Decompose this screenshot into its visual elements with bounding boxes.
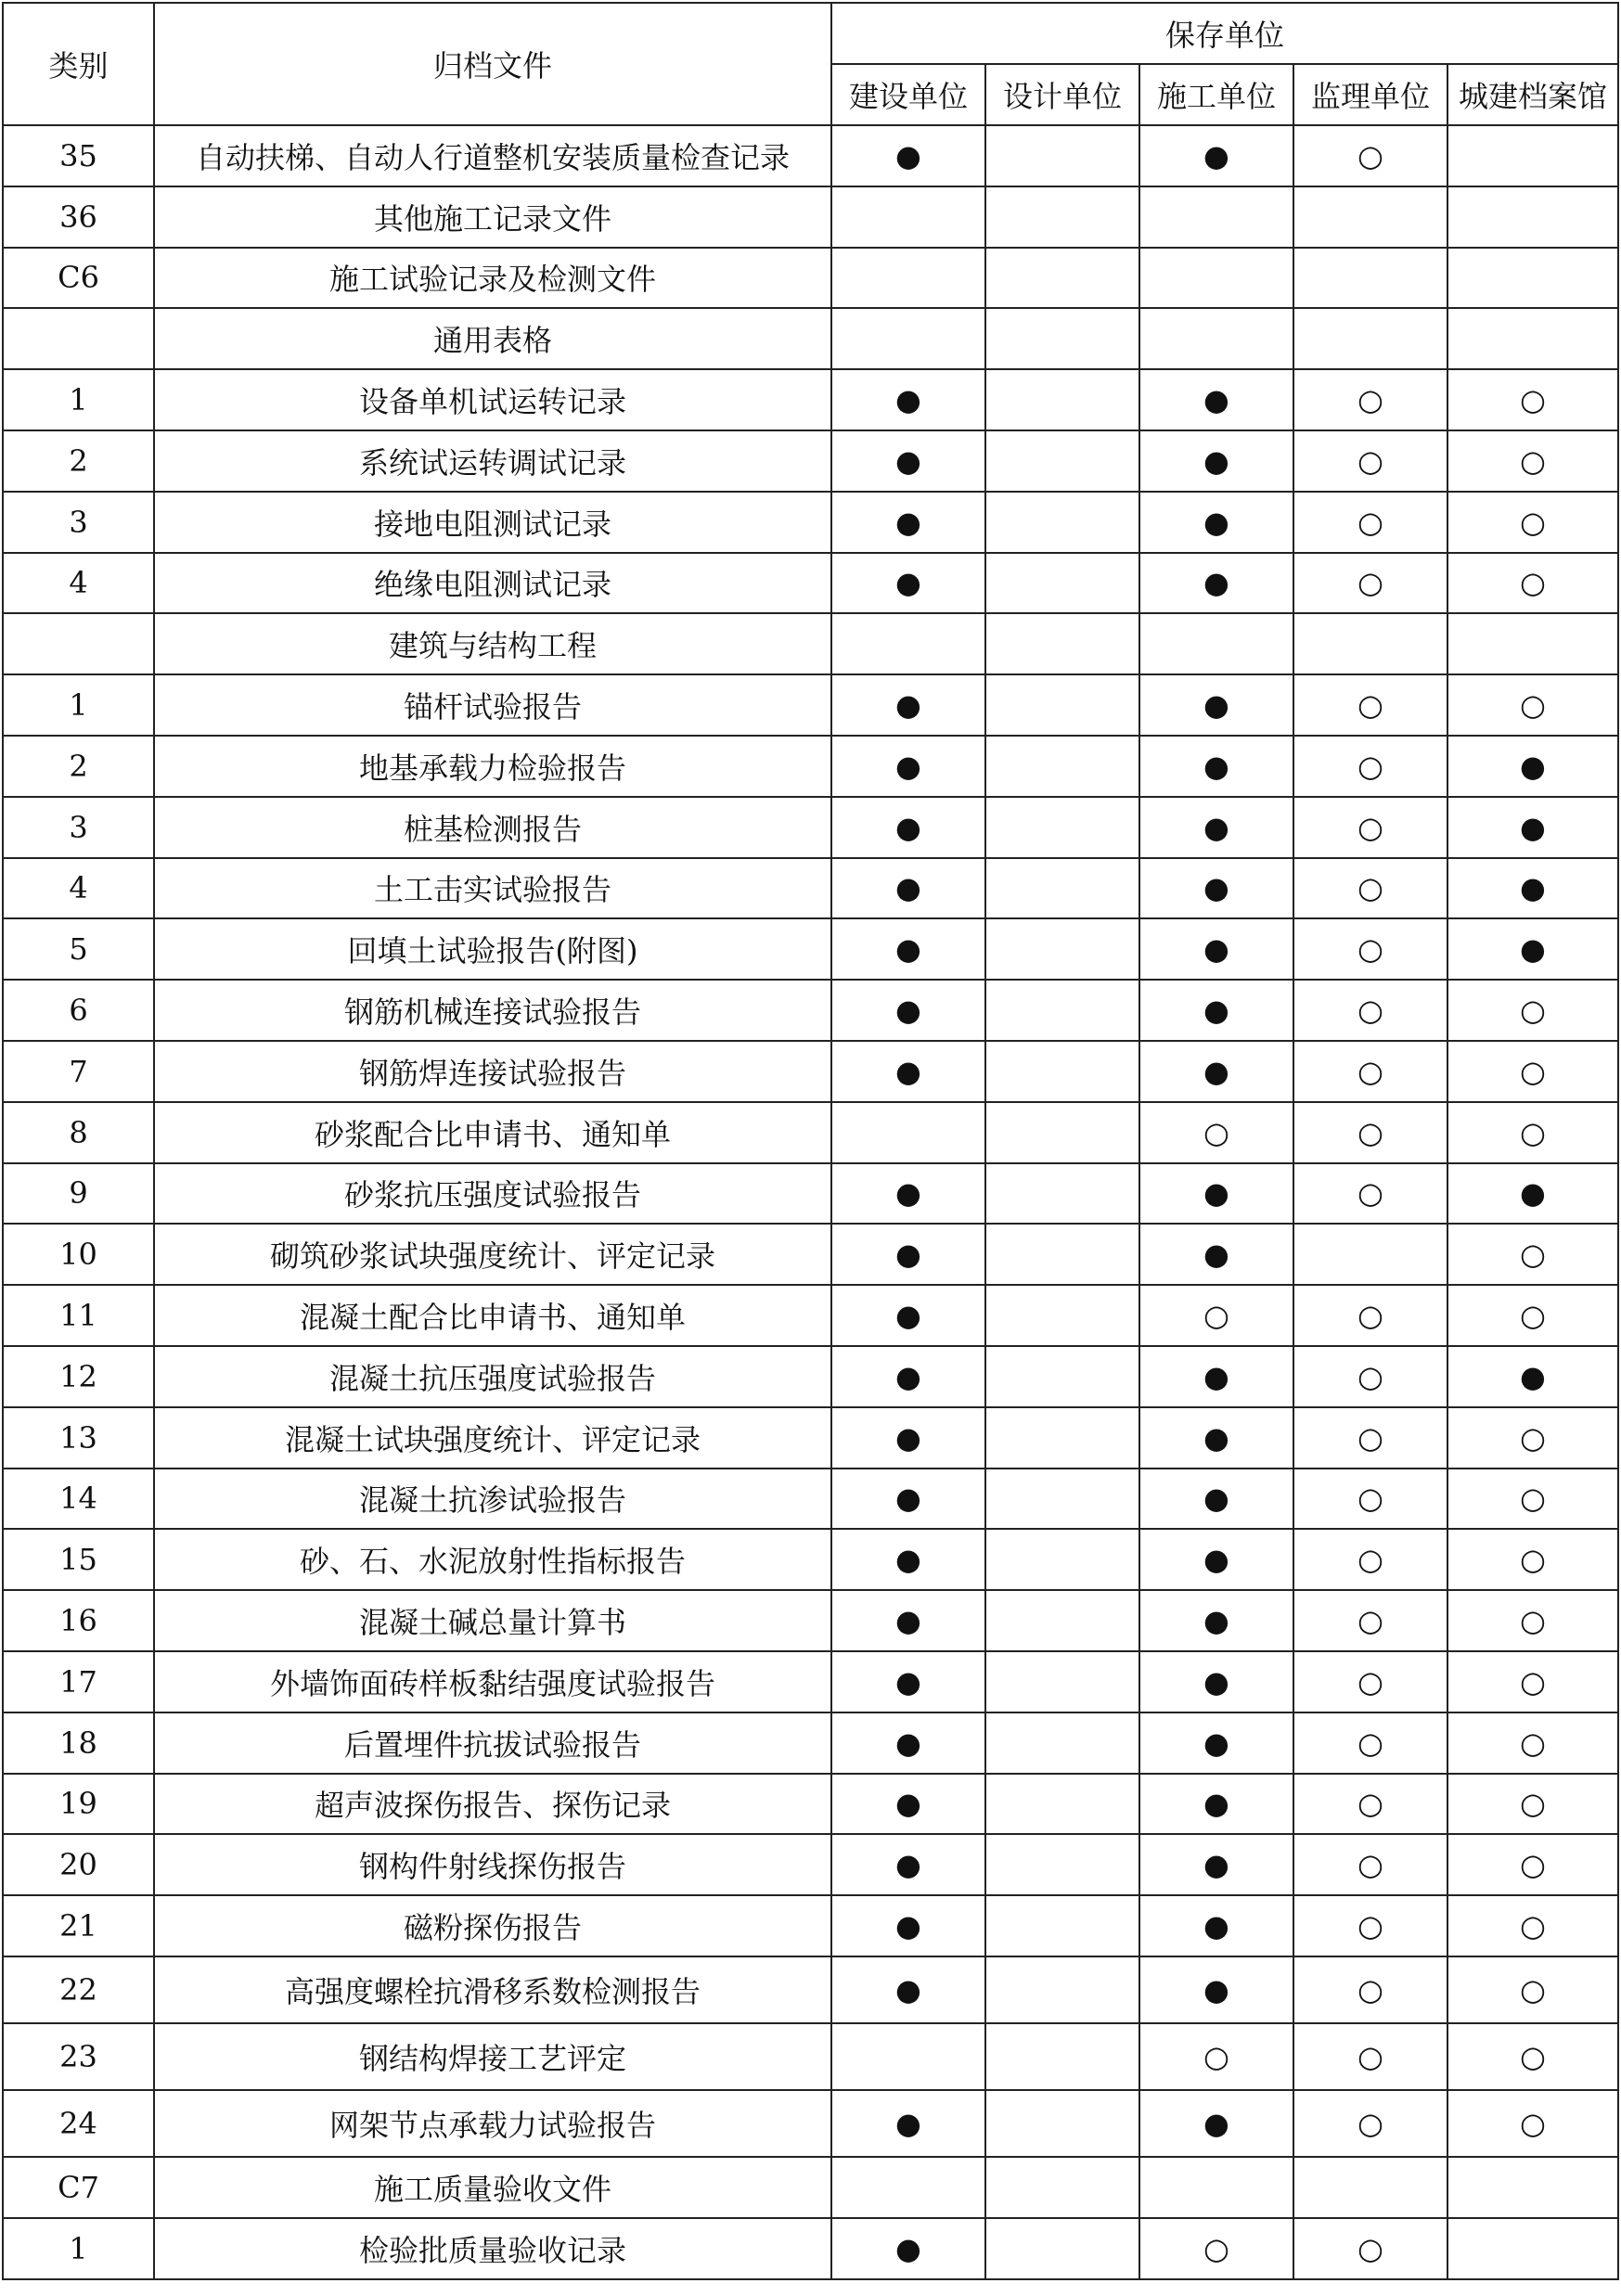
table-row xyxy=(3,248,1618,309)
open-circle-icon: ○ xyxy=(1447,1407,1618,1469)
row-file-name: 通用表格 xyxy=(154,308,831,369)
empty-cell xyxy=(985,1651,1139,1712)
table-row xyxy=(3,2157,1618,2218)
row-category: 10 xyxy=(3,1224,154,1285)
filled-circle-icon: ● xyxy=(1139,1041,1293,1102)
empty-cell xyxy=(985,125,1139,186)
filled-circle-icon: ● xyxy=(1139,1956,1293,2023)
open-circle-icon: ○ xyxy=(1447,980,1618,1041)
filled-circle-icon: ● xyxy=(1139,1774,1293,1835)
empty-cell xyxy=(1293,2157,1447,2218)
row-file-name: 混凝土配合比申请书、通知单 xyxy=(154,1285,831,1346)
row-category: 14 xyxy=(3,1469,154,1530)
header-storage-units: 保存单位 xyxy=(831,3,1618,64)
row-category: 17 xyxy=(3,1651,154,1712)
filled-circle-icon: ● xyxy=(831,553,985,614)
filled-circle-icon: ● xyxy=(831,1834,985,1895)
filled-circle-icon: ● xyxy=(1139,430,1293,492)
row-category: 8 xyxy=(3,1102,154,1163)
filled-circle-icon: ● xyxy=(1139,674,1293,736)
empty-cell xyxy=(831,613,985,674)
open-circle-icon: ○ xyxy=(1293,369,1447,430)
open-circle-icon: ○ xyxy=(1293,1102,1447,1163)
open-circle-icon: ○ xyxy=(1139,2218,1293,2279)
row-file-name: 施工质量验收文件 xyxy=(154,2157,831,2218)
row-category: 19 xyxy=(3,1774,154,1835)
row-file-name: 磁粉探伤报告 xyxy=(154,1895,831,1956)
row-category: 7 xyxy=(3,1041,154,1102)
open-circle-icon: ○ xyxy=(1293,1895,1447,1956)
filled-circle-icon: ● xyxy=(831,980,985,1041)
empty-cell xyxy=(985,308,1139,369)
open-circle-icon: ○ xyxy=(1293,1712,1447,1774)
filled-circle-icon: ● xyxy=(831,1712,985,1774)
table-row xyxy=(3,492,1618,553)
filled-circle-icon: ● xyxy=(831,858,985,919)
open-circle-icon: ○ xyxy=(1447,1590,1618,1651)
filled-circle-icon: ● xyxy=(1139,918,1293,980)
filled-circle-icon: ● xyxy=(831,1895,985,1956)
table-row xyxy=(3,553,1618,614)
empty-cell xyxy=(985,186,1139,248)
open-circle-icon: ○ xyxy=(1447,1285,1618,1346)
open-circle-icon: ○ xyxy=(1293,1774,1447,1835)
empty-cell xyxy=(1139,248,1293,309)
open-circle-icon: ○ xyxy=(1293,1529,1447,1590)
row-file-name: 混凝土碱总量计算书 xyxy=(154,1590,831,1651)
row-category: 35 xyxy=(3,125,154,186)
open-circle-icon: ○ xyxy=(1447,369,1618,430)
open-circle-icon: ○ xyxy=(1447,1895,1618,1956)
open-circle-icon: ○ xyxy=(1293,1956,1447,2023)
empty-cell xyxy=(985,430,1139,492)
row-file-name: 钢筋焊连接试验报告 xyxy=(154,1041,831,1102)
filled-circle-icon: ● xyxy=(1139,125,1293,186)
header-unit-design: 设计单位 xyxy=(985,64,1139,125)
empty-cell xyxy=(1447,186,1618,248)
empty-cell xyxy=(1139,186,1293,248)
open-circle-icon: ○ xyxy=(1447,1712,1618,1774)
row-file-name: 混凝土试块强度统计、评定记录 xyxy=(154,1407,831,1469)
row-file-name: 接地电阻测试记录 xyxy=(154,492,831,553)
empty-cell xyxy=(985,2090,1139,2157)
empty-cell xyxy=(831,1102,985,1163)
row-category: 2 xyxy=(3,736,154,797)
filled-circle-icon: ● xyxy=(831,1346,985,1407)
table-row xyxy=(3,2023,1618,2090)
open-circle-icon: ○ xyxy=(1293,2023,1447,2090)
archive-table xyxy=(2,2,1619,2280)
empty-cell xyxy=(1293,1224,1447,1285)
open-circle-icon: ○ xyxy=(1293,430,1447,492)
row-file-name: 混凝土抗渗试验报告 xyxy=(154,1469,831,1530)
table-row xyxy=(3,186,1618,248)
open-circle-icon: ○ xyxy=(1293,553,1447,614)
empty-cell xyxy=(831,248,985,309)
open-circle-icon: ○ xyxy=(1293,1651,1447,1712)
filled-circle-icon: ● xyxy=(831,1163,985,1225)
empty-cell xyxy=(985,1224,1139,1285)
filled-circle-icon: ● xyxy=(831,1041,985,1102)
table-row xyxy=(3,613,1618,674)
filled-circle-icon: ● xyxy=(1447,858,1618,919)
empty-cell xyxy=(985,1529,1139,1590)
empty-cell xyxy=(985,1774,1139,1835)
empty-cell xyxy=(1139,613,1293,674)
row-category: 5 xyxy=(3,918,154,980)
row-file-name: 桩基检测报告 xyxy=(154,797,831,858)
filled-circle-icon: ● xyxy=(1139,1407,1293,1469)
filled-circle-icon: ● xyxy=(831,1469,985,1530)
open-circle-icon: ○ xyxy=(1293,674,1447,736)
table-row xyxy=(3,1346,1618,1407)
empty-cell xyxy=(1447,2157,1618,2218)
empty-cell xyxy=(985,2218,1139,2279)
empty-cell xyxy=(985,1163,1139,1225)
table-row xyxy=(3,2218,1618,2279)
table-row xyxy=(3,1102,1618,1163)
filled-circle-icon: ● xyxy=(1139,1224,1293,1285)
row-file-name: 施工试验记录及检测文件 xyxy=(154,248,831,309)
open-circle-icon: ○ xyxy=(1447,2090,1618,2157)
filled-circle-icon: ● xyxy=(1139,1590,1293,1651)
open-circle-icon: ○ xyxy=(1139,1285,1293,1346)
table-row xyxy=(3,1529,1618,1590)
row-file-name: 砌筑砂浆试块强度统计、评定记录 xyxy=(154,1224,831,1285)
empty-cell xyxy=(985,674,1139,736)
row-category: 36 xyxy=(3,186,154,248)
header-unit-contractor: 施工单位 xyxy=(1139,64,1293,125)
filled-circle-icon: ● xyxy=(1447,736,1618,797)
row-category: 18 xyxy=(3,1712,154,1774)
row-file-name: 网架节点承载力试验报告 xyxy=(154,2090,831,2157)
table-row xyxy=(3,1590,1618,1651)
row-category: 16 xyxy=(3,1590,154,1651)
table-row xyxy=(3,1774,1618,1835)
table-row xyxy=(3,797,1618,858)
open-circle-icon: ○ xyxy=(1447,492,1618,553)
empty-cell xyxy=(985,858,1139,919)
table-row xyxy=(3,1407,1618,1469)
table-row xyxy=(3,1895,1618,1956)
open-circle-icon: ○ xyxy=(1447,1651,1618,1712)
empty-cell xyxy=(1447,248,1618,309)
empty-cell xyxy=(985,1712,1139,1774)
empty-cell xyxy=(985,1590,1139,1651)
empty-cell xyxy=(985,1285,1139,1346)
empty-cell xyxy=(1447,2218,1618,2279)
empty-cell xyxy=(985,553,1139,614)
row-category: 13 xyxy=(3,1407,154,1469)
filled-circle-icon: ● xyxy=(1447,1163,1618,1225)
filled-circle-icon: ● xyxy=(1139,1895,1293,1956)
empty-cell xyxy=(1447,125,1618,186)
table-row xyxy=(3,980,1618,1041)
row-file-name: 绝缘电阻测试记录 xyxy=(154,553,831,614)
empty-cell xyxy=(985,797,1139,858)
filled-circle-icon: ● xyxy=(1139,1469,1293,1530)
row-category: 22 xyxy=(3,1956,154,2023)
table-row xyxy=(3,1224,1618,1285)
filled-circle-icon: ● xyxy=(831,1407,985,1469)
open-circle-icon: ○ xyxy=(1447,1102,1618,1163)
open-circle-icon: ○ xyxy=(1447,1469,1618,1530)
filled-circle-icon: ● xyxy=(831,369,985,430)
open-circle-icon: ○ xyxy=(1293,1834,1447,1895)
open-circle-icon: ○ xyxy=(1447,1956,1618,2023)
row-category xyxy=(3,308,154,369)
row-file-name: 后置埋件抗拔试验报告 xyxy=(154,1712,831,1774)
empty-cell xyxy=(985,2157,1139,2218)
empty-cell xyxy=(1293,613,1447,674)
open-circle-icon: ○ xyxy=(1447,1529,1618,1590)
filled-circle-icon: ● xyxy=(1139,1712,1293,1774)
filled-circle-icon: ● xyxy=(831,736,985,797)
filled-circle-icon: ● xyxy=(1447,1346,1618,1407)
table-body xyxy=(3,125,1618,2279)
row-category: 4 xyxy=(3,858,154,919)
open-circle-icon: ○ xyxy=(1447,1834,1618,1895)
row-category: 3 xyxy=(3,797,154,858)
open-circle-icon: ○ xyxy=(1447,1224,1618,1285)
open-circle-icon: ○ xyxy=(1447,1041,1618,1102)
empty-cell xyxy=(1293,308,1447,369)
filled-circle-icon: ● xyxy=(831,1774,985,1835)
table-row xyxy=(3,1469,1618,1530)
open-circle-icon: ○ xyxy=(1293,858,1447,919)
table-row xyxy=(3,1651,1618,1712)
open-circle-icon: ○ xyxy=(1293,1163,1447,1225)
filled-circle-icon: ● xyxy=(831,1285,985,1346)
row-category: 15 xyxy=(3,1529,154,1590)
open-circle-icon: ○ xyxy=(1293,980,1447,1041)
filled-circle-icon: ● xyxy=(831,1590,985,1651)
row-file-name: 钢筋机械连接试验报告 xyxy=(154,980,831,1041)
open-circle-icon: ○ xyxy=(1293,125,1447,186)
row-category: 12 xyxy=(3,1346,154,1407)
row-file-name: 砂、石、水泥放射性指标报告 xyxy=(154,1529,831,1590)
row-category: C7 xyxy=(3,2157,154,2218)
open-circle-icon: ○ xyxy=(1293,492,1447,553)
row-file-name: 土工击实试验报告 xyxy=(154,858,831,919)
row-category: 6 xyxy=(3,980,154,1041)
empty-cell xyxy=(1139,2157,1293,2218)
filled-circle-icon: ● xyxy=(1139,1834,1293,1895)
empty-cell xyxy=(985,613,1139,674)
empty-cell xyxy=(831,2023,985,2090)
table-row xyxy=(3,1285,1618,1346)
empty-cell xyxy=(1447,613,1618,674)
header-unit-construction-owner: 建设单位 xyxy=(831,64,985,125)
filled-circle-icon: ● xyxy=(831,2090,985,2157)
row-file-name: 系统试运转调试记录 xyxy=(154,430,831,492)
table-row xyxy=(3,858,1618,919)
row-file-name: 建筑与结构工程 xyxy=(154,613,831,674)
open-circle-icon: ○ xyxy=(1293,736,1447,797)
table-header xyxy=(3,3,1618,125)
open-circle-icon: ○ xyxy=(1447,1774,1618,1835)
row-category: 21 xyxy=(3,1895,154,1956)
empty-cell xyxy=(1447,308,1618,369)
empty-cell xyxy=(985,248,1139,309)
row-file-name: 高强度螺栓抗滑移系数检测报告 xyxy=(154,1956,831,2023)
row-category: 1 xyxy=(3,2218,154,2279)
open-circle-icon: ○ xyxy=(1293,1346,1447,1407)
empty-cell xyxy=(985,918,1139,980)
filled-circle-icon: ● xyxy=(1139,553,1293,614)
row-category: 4 xyxy=(3,553,154,614)
empty-cell xyxy=(985,980,1139,1041)
empty-cell xyxy=(985,1102,1139,1163)
table-row xyxy=(3,308,1618,369)
row-file-name: 外墙饰面砖样板黏结强度试验报告 xyxy=(154,1651,831,1712)
filled-circle-icon: ● xyxy=(831,1956,985,2023)
empty-cell xyxy=(985,1346,1139,1407)
filled-circle-icon: ● xyxy=(831,918,985,980)
table-row xyxy=(3,369,1618,430)
row-category: 11 xyxy=(3,1285,154,1346)
open-circle-icon: ○ xyxy=(1293,1407,1447,1469)
table-row xyxy=(3,918,1618,980)
table-row xyxy=(3,1834,1618,1895)
row-file-name: 钢构件射线探伤报告 xyxy=(154,1834,831,1895)
open-circle-icon: ○ xyxy=(1447,553,1618,614)
filled-circle-icon: ● xyxy=(831,1529,985,1590)
empty-cell xyxy=(1293,186,1447,248)
row-file-name: 超声波探伤报告、探伤记录 xyxy=(154,1774,831,1835)
filled-circle-icon: ● xyxy=(1139,2090,1293,2157)
table-row xyxy=(3,1041,1618,1102)
row-category: 23 xyxy=(3,2023,154,2090)
empty-cell xyxy=(1139,308,1293,369)
filled-circle-icon: ● xyxy=(831,125,985,186)
header-category: 类别 xyxy=(3,3,154,125)
header-archive-file: 归档文件 xyxy=(154,3,831,125)
row-category: 9 xyxy=(3,1163,154,1225)
table-row xyxy=(3,125,1618,186)
open-circle-icon: ○ xyxy=(1293,1469,1447,1530)
empty-cell xyxy=(831,2157,985,2218)
filled-circle-icon: ● xyxy=(1139,1529,1293,1590)
row-file-name: 钢结构焊接工艺评定 xyxy=(154,2023,831,2090)
table-row xyxy=(3,1163,1618,1225)
empty-cell xyxy=(831,186,985,248)
filled-circle-icon: ● xyxy=(1139,858,1293,919)
filled-circle-icon: ● xyxy=(1447,918,1618,980)
row-category: 24 xyxy=(3,2090,154,2157)
row-file-name: 其他施工记录文件 xyxy=(154,186,831,248)
row-file-name: 回填土试验报告(附图) xyxy=(154,918,831,980)
filled-circle-icon: ● xyxy=(831,1651,985,1712)
filled-circle-icon: ● xyxy=(1139,492,1293,553)
row-category: 1 xyxy=(3,369,154,430)
empty-cell xyxy=(985,1407,1139,1469)
table-row xyxy=(3,2090,1618,2157)
open-circle-icon: ○ xyxy=(1293,1285,1447,1346)
row-file-name: 设备单机试运转记录 xyxy=(154,369,831,430)
open-circle-icon: ○ xyxy=(1447,674,1618,736)
table-row xyxy=(3,1956,1618,2023)
empty-cell xyxy=(985,1469,1139,1530)
row-file-name: 地基承载力检验报告 xyxy=(154,736,831,797)
table-row xyxy=(3,674,1618,736)
row-file-name: 自动扶梯、自动人行道整机安装质量检查记录 xyxy=(154,125,831,186)
open-circle-icon: ○ xyxy=(1293,918,1447,980)
row-category xyxy=(3,613,154,674)
empty-cell xyxy=(1293,248,1447,309)
open-circle-icon: ○ xyxy=(1293,2218,1447,2279)
filled-circle-icon: ● xyxy=(831,1224,985,1285)
empty-cell xyxy=(985,369,1139,430)
open-circle-icon: ○ xyxy=(1293,2090,1447,2157)
empty-cell xyxy=(985,2023,1139,2090)
row-file-name: 锚杆试验报告 xyxy=(154,674,831,736)
table-row xyxy=(3,1712,1618,1774)
filled-circle-icon: ● xyxy=(1139,1163,1293,1225)
header-unit-urban-archive: 城建档案馆 xyxy=(1447,64,1618,125)
filled-circle-icon: ● xyxy=(1139,1346,1293,1407)
filled-circle-icon: ● xyxy=(831,674,985,736)
row-file-name: 混凝土抗压强度试验报告 xyxy=(154,1346,831,1407)
filled-circle-icon: ● xyxy=(1139,369,1293,430)
row-category: C6 xyxy=(3,248,154,309)
empty-cell xyxy=(985,492,1139,553)
filled-circle-icon: ● xyxy=(1139,797,1293,858)
empty-cell xyxy=(985,736,1139,797)
open-circle-icon: ○ xyxy=(1139,2023,1293,2090)
empty-cell xyxy=(831,308,985,369)
filled-circle-icon: ● xyxy=(831,2218,985,2279)
table-row xyxy=(3,736,1618,797)
row-category: 1 xyxy=(3,674,154,736)
row-category: 20 xyxy=(3,1834,154,1895)
open-circle-icon: ○ xyxy=(1447,2023,1618,2090)
filled-circle-icon: ● xyxy=(1447,797,1618,858)
row-file-name: 检验批质量验收记录 xyxy=(154,2218,831,2279)
table-row xyxy=(3,430,1618,492)
row-file-name: 砂浆配合比申请书、通知单 xyxy=(154,1102,831,1163)
empty-cell xyxy=(985,1956,1139,2023)
filled-circle-icon: ● xyxy=(1139,736,1293,797)
filled-circle-icon: ● xyxy=(1139,980,1293,1041)
row-category: 2 xyxy=(3,430,154,492)
open-circle-icon: ○ xyxy=(1293,1590,1447,1651)
row-category: 3 xyxy=(3,492,154,553)
empty-cell xyxy=(985,1041,1139,1102)
filled-circle-icon: ● xyxy=(831,492,985,553)
filled-circle-icon: ● xyxy=(831,430,985,492)
open-circle-icon: ○ xyxy=(1293,797,1447,858)
open-circle-icon: ○ xyxy=(1293,1041,1447,1102)
open-circle-icon: ○ xyxy=(1447,430,1618,492)
open-circle-icon: ○ xyxy=(1139,1102,1293,1163)
row-file-name: 砂浆抗压强度试验报告 xyxy=(154,1163,831,1225)
filled-circle-icon: ● xyxy=(1139,1651,1293,1712)
empty-cell xyxy=(985,1834,1139,1895)
header-unit-supervision: 监理单位 xyxy=(1293,64,1447,125)
empty-cell xyxy=(985,1895,1139,1956)
filled-circle-icon: ● xyxy=(831,797,985,858)
